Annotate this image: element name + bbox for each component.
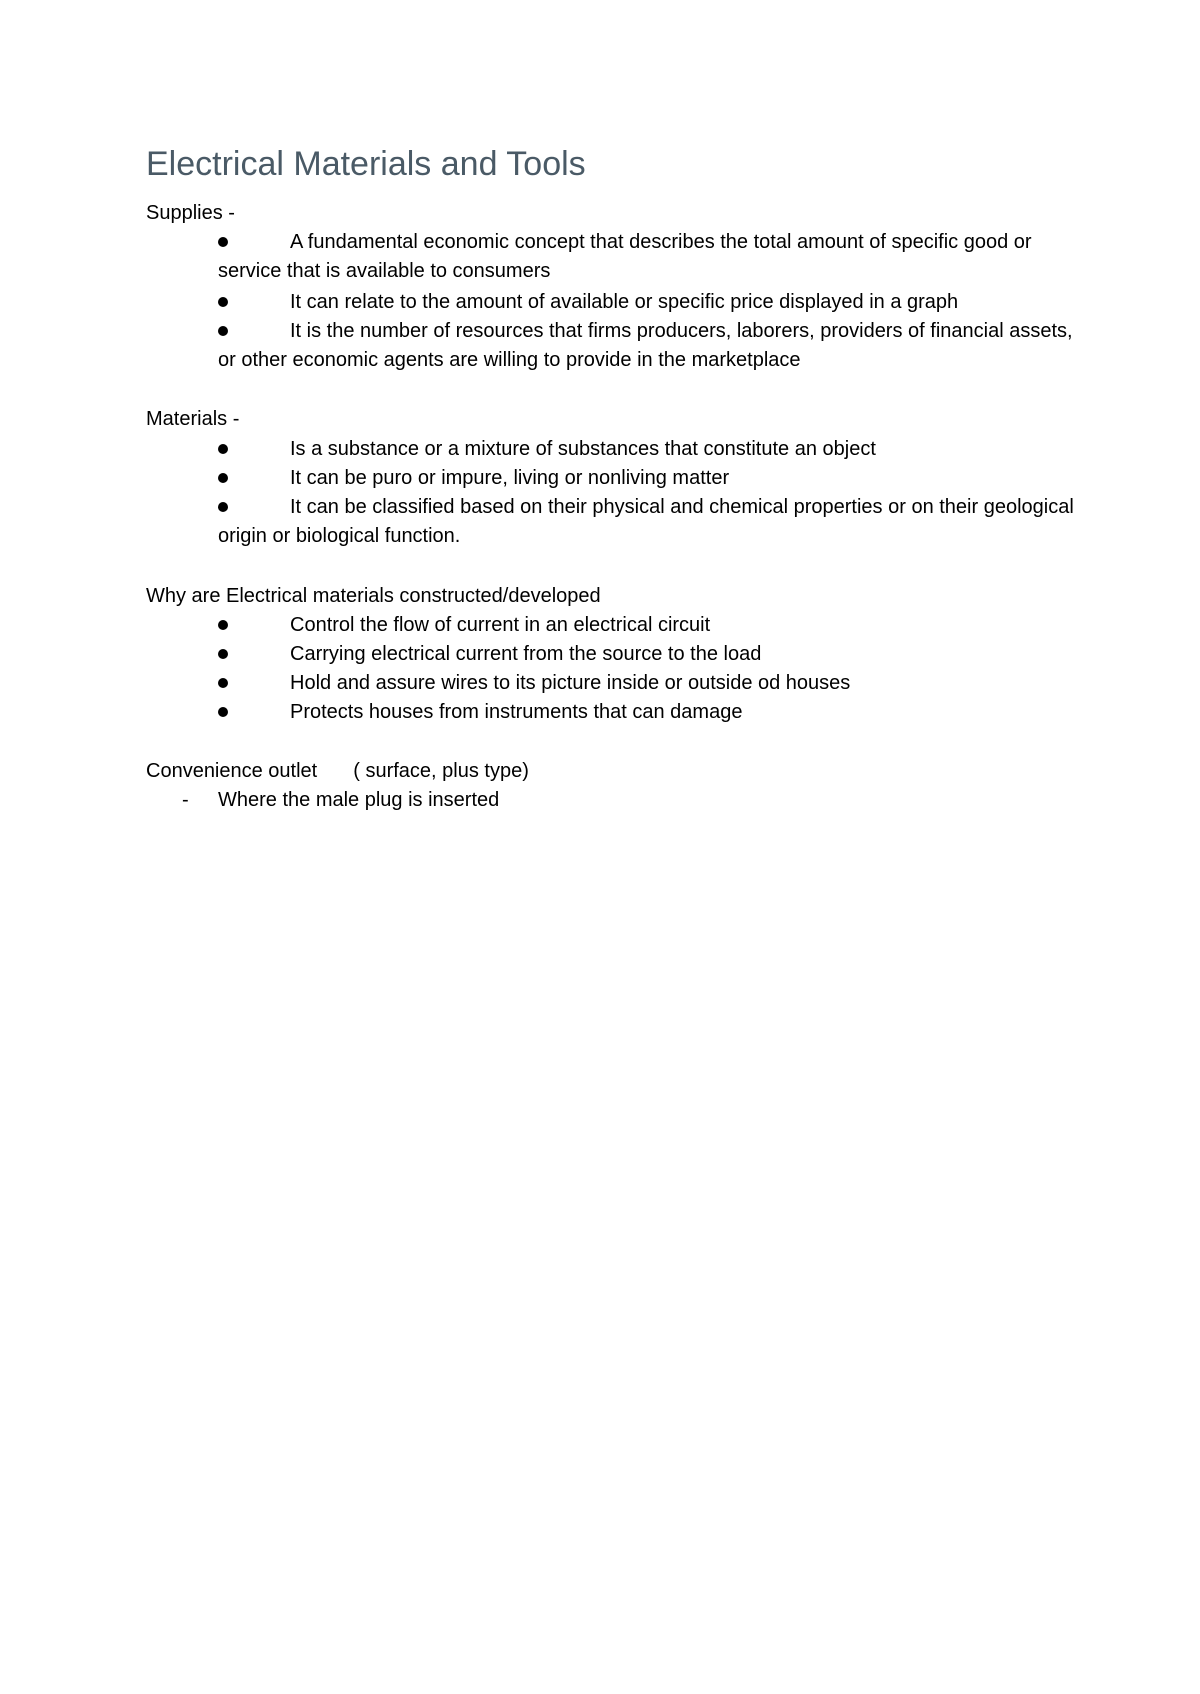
outlet-label: Convenience outlet	[146, 760, 318, 782]
bullet-dot-icon	[218, 620, 228, 630]
bullet-text: It can be puro or impure, living or nonliving matter	[290, 467, 730, 489]
bullet-text: It is the number of resources that firms producers, laborers, providers of financial assets, or other economic agents are willing to provide in the marketplace	[218, 320, 1073, 371]
bullet-text: Hold and assure wires to its picture inside or outside od houses	[290, 672, 851, 694]
bullet-text: It can be classified based on their physical and chemical properties or on their geological origin or biological function.	[218, 496, 1074, 547]
why-bullet-4	[218, 698, 1078, 727]
bullet-text: It can relate to the amount of available or specific price displayed in a graph	[290, 291, 959, 313]
bullet-text: Is a substance or a mixture of substances that constitute an object	[290, 438, 876, 460]
bullet-dot-icon	[218, 444, 228, 454]
bullet-dot-icon	[218, 678, 228, 688]
dash-item-text: Where the male plug is inserted	[218, 789, 500, 811]
bullet-text: Control the flow of current in an electrical circuit	[290, 614, 711, 636]
why-bullet-2	[218, 640, 1078, 669]
supplies-bullet-3	[218, 317, 1078, 375]
why-bullet-1	[218, 611, 1078, 640]
outlet-heading	[146, 757, 529, 786]
outlet-dash-item-1	[182, 786, 499, 815]
supplies-bullet-2	[218, 288, 1078, 317]
bullet-dot-icon	[218, 649, 228, 659]
bullet-dot-icon	[218, 502, 228, 512]
materials-heading: Materials -	[146, 408, 240, 430]
supplies-bullet-1	[218, 228, 1078, 286]
document-title: Electrical Materials and Tools	[146, 145, 586, 183]
why-bullet-3	[218, 669, 1078, 698]
materials-bullet-3	[218, 493, 1078, 551]
bullet-text: Carrying electrical current from the source to the load	[290, 643, 762, 665]
why-heading: Why are Electrical materials constructed/developed	[146, 585, 601, 607]
outlet-note: ( surface, plus type)	[353, 760, 529, 782]
bullet-text: A fundamental economic concept that describes the total amount of specific good or service that is available to consumers	[218, 231, 1032, 282]
supplies-heading: Supplies -	[146, 202, 235, 224]
bullet-dot-icon	[218, 473, 228, 483]
bullet-text: Protects houses from instruments that can damage	[290, 701, 743, 723]
materials-bullet-1	[218, 435, 1078, 464]
dash-marker: -	[182, 789, 189, 811]
bullet-dot-icon	[218, 297, 228, 307]
materials-bullet-2	[218, 464, 1078, 493]
bullet-dot-icon	[218, 707, 228, 717]
bullet-dot-icon	[218, 237, 228, 247]
bullet-dot-icon	[218, 326, 228, 336]
